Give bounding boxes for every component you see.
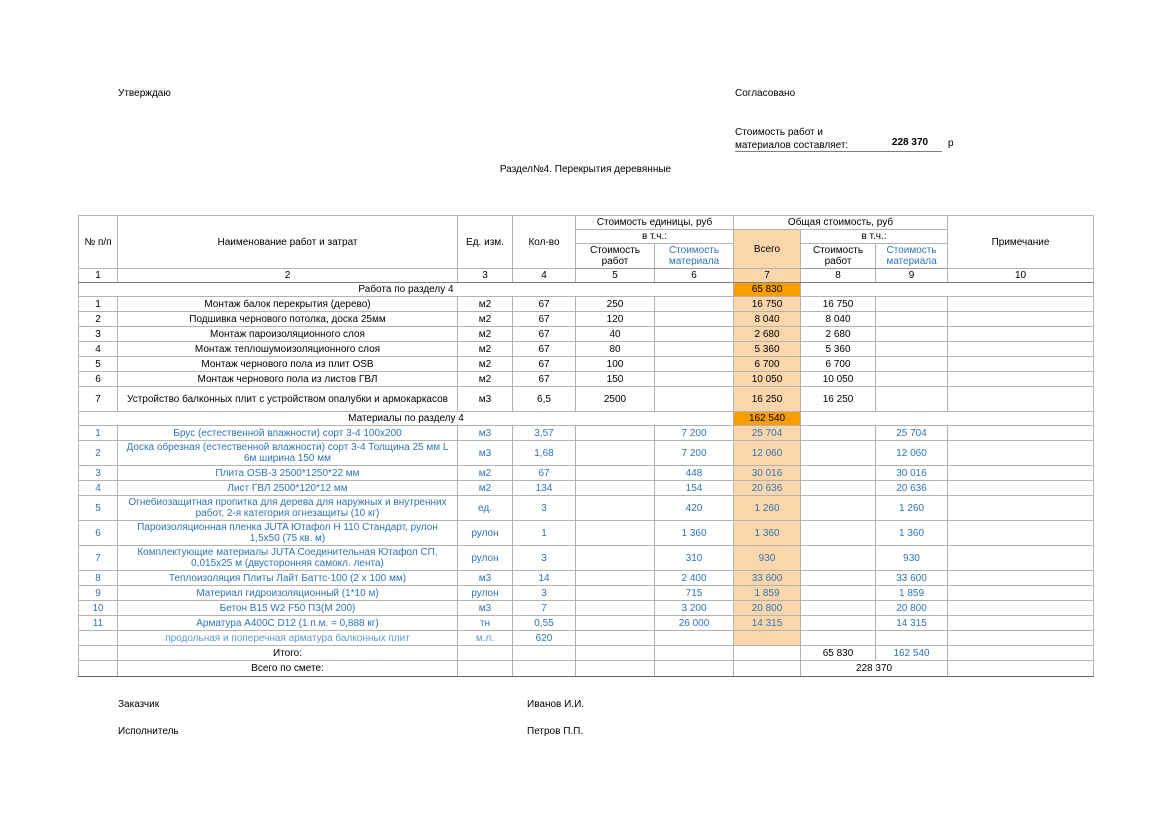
works-section-row <box>79 283 1094 297</box>
note <box>948 571 1094 586</box>
unit: м2 <box>458 297 513 312</box>
material-row <box>79 481 1094 496</box>
total-material: 20 800 <box>876 601 948 616</box>
unit: м3 <box>458 426 513 441</box>
page-title: Раздел№4. Перекрытия деревянные <box>499 164 672 175</box>
row-total: 33 600 <box>734 571 801 586</box>
row-total: 20 636 <box>734 481 801 496</box>
unit-price-material <box>655 646 734 661</box>
itogo-work-total: 65 830 <box>801 646 876 661</box>
unit-price-work <box>576 496 655 521</box>
total-work: 10 050 <box>801 372 876 387</box>
unit-price-material <box>655 661 734 677</box>
row-number: 1 <box>79 297 118 312</box>
row-number: 4 <box>79 481 118 496</box>
quantity: 67 <box>513 297 576 312</box>
total-work: 16 250 <box>801 387 876 412</box>
total-work <box>801 546 876 571</box>
material-name: Пароизоляционная пленка JUTA Ютафол Н 110 Стандарт, рулон 1,5x50 (75 кв. м) <box>118 521 458 546</box>
unit: рулон <box>458 521 513 546</box>
total-material <box>876 387 948 412</box>
unit-price-work <box>576 441 655 466</box>
unit-price-work <box>576 466 655 481</box>
header-material-cost-total: Стоимость материала <box>876 244 948 269</box>
header-total-cost-group: Общая стоимость, руб <box>734 216 948 230</box>
quantity: 67 <box>513 327 576 342</box>
unit: тн <box>458 616 513 631</box>
unit <box>458 661 513 677</box>
unit-price-work <box>576 426 655 441</box>
column-number-row <box>79 269 1094 283</box>
row-total: 14 315 <box>734 616 801 631</box>
unit-price-material: 7 200 <box>655 426 734 441</box>
unit-price-work <box>576 571 655 586</box>
unit-price-work: 150 <box>576 372 655 387</box>
row-total: 6 700 <box>734 357 801 372</box>
material-name: Доска обрезная (естественной влажности) сорт 3-4 Толщина 25 мм L 6м ширина 150 мм <box>118 441 458 466</box>
unit-price-work <box>576 646 655 661</box>
row-number: 2 <box>79 441 118 466</box>
unit: м2 <box>458 372 513 387</box>
header-work-cost-total: Стоимость работ <box>801 244 876 269</box>
row-number: 4 <box>79 342 118 357</box>
total-work: 16 750 <box>801 297 876 312</box>
estimate-table <box>78 215 1094 677</box>
row-number: 3 <box>79 466 118 481</box>
unit <box>458 646 513 661</box>
material-row <box>79 521 1094 546</box>
table-body <box>79 283 1094 677</box>
material-row <box>79 546 1094 571</box>
row-total: 20 800 <box>734 601 801 616</box>
unit: м3 <box>458 601 513 616</box>
quantity: 134 <box>513 481 576 496</box>
row-number: 6 <box>79 372 118 387</box>
quantity: 3 <box>513 496 576 521</box>
unit-price-material: 1 360 <box>655 521 734 546</box>
total-material: 1 360 <box>876 521 948 546</box>
row-number: 1 <box>79 426 118 441</box>
total-material <box>876 342 948 357</box>
quantity: 3 <box>513 586 576 601</box>
unit-price-material: 7 200 <box>655 441 734 466</box>
total-material <box>876 372 948 387</box>
unit: м2 <box>458 342 513 357</box>
material-name: Брус (естественной влажности) сорт 3-4 100x200 <box>118 426 458 441</box>
total-material <box>876 357 948 372</box>
unit-price-work <box>576 661 655 677</box>
work-name: Монтаж теплошумоизоляционного слоя <box>118 342 458 357</box>
unit: м2 <box>458 312 513 327</box>
note <box>948 426 1094 441</box>
unit-price-work <box>576 601 655 616</box>
empty-cell <box>801 412 1094 426</box>
header-name: Наименование работ и затрат <box>118 216 458 269</box>
material-name: Бетон B15 W2 F50 П3(М 200) <box>118 601 458 616</box>
section-total: 65 830 <box>734 283 801 297</box>
total-material <box>876 312 948 327</box>
unit: рулон <box>458 586 513 601</box>
sub-item-name: продольная и поперечная арматура балконных плит <box>118 631 458 646</box>
unit-price-work <box>576 521 655 546</box>
material-row <box>79 496 1094 521</box>
quantity: 67 <box>513 312 576 327</box>
quantity: 67 <box>513 372 576 387</box>
quantity: 67 <box>513 466 576 481</box>
approve-label: Утверждаю <box>118 88 171 99</box>
total-work <box>801 426 876 441</box>
row-total: 1 859 <box>734 586 801 601</box>
unit: ед. <box>458 496 513 521</box>
row-number <box>79 631 118 646</box>
unit-price-work <box>576 586 655 601</box>
row-total: 2 680 <box>734 327 801 342</box>
note <box>948 521 1094 546</box>
total-material <box>876 631 948 646</box>
material-name: Материал гидроизоляционный (1*10 м) <box>118 586 458 601</box>
total-work: 8 040 <box>801 312 876 327</box>
unit-price-material <box>655 387 734 412</box>
unit-price-material <box>655 342 734 357</box>
work-row <box>79 312 1094 327</box>
unit-price-material: 310 <box>655 546 734 571</box>
row-number: 5 <box>79 496 118 521</box>
currency-label: р <box>948 138 954 149</box>
unit-price-material: 154 <box>655 481 734 496</box>
unit-price-work: 120 <box>576 312 655 327</box>
contractor-name: Петров П.П. <box>527 726 584 737</box>
unit-price-work: 100 <box>576 357 655 372</box>
unit-price-material: 420 <box>655 496 734 521</box>
unit: м3 <box>458 387 513 412</box>
section-label: Материалы по разделу 4 <box>79 412 734 426</box>
total-work <box>801 601 876 616</box>
work-row <box>79 342 1094 357</box>
row-total: 30 016 <box>734 466 801 481</box>
row-number: 5 <box>79 357 118 372</box>
work-row <box>79 297 1094 312</box>
col-index: 5 <box>576 269 655 283</box>
row-number: 7 <box>79 387 118 412</box>
header-work-cost-unit: Стоимость работ <box>576 244 655 269</box>
material-row <box>79 441 1094 466</box>
work-row <box>79 372 1094 387</box>
row-total: 12 060 <box>734 441 801 466</box>
unit: м2 <box>458 327 513 342</box>
row-total: 8 040 <box>734 312 801 327</box>
row-number: 9 <box>79 586 118 601</box>
material-name: Огнебиозащитная пропитка для дерева для наружных и внутренних работ, 2-я категория огнезащиты (10 кг) <box>118 496 458 521</box>
note <box>948 342 1094 357</box>
row-total: 25 704 <box>734 426 801 441</box>
unit: м2 <box>458 466 513 481</box>
note <box>948 312 1094 327</box>
work-name: Монтаж пароизоляционного слоя <box>118 327 458 342</box>
material-row <box>79 571 1094 586</box>
total-material: 20 636 <box>876 481 948 496</box>
row-total: 930 <box>734 546 801 571</box>
note <box>948 387 1094 412</box>
note <box>948 441 1094 466</box>
col-index: 4 <box>513 269 576 283</box>
table-header <box>79 216 1094 283</box>
row-number: 3 <box>79 327 118 342</box>
total-material <box>876 297 948 312</box>
row-total <box>734 646 801 661</box>
total-material: 25 704 <box>876 426 948 441</box>
header-material-cost-unit: Стоимость материала <box>655 244 734 269</box>
row-number: 10 <box>79 601 118 616</box>
total-work <box>801 631 876 646</box>
col-index: 6 <box>655 269 734 283</box>
row-number: 8 <box>79 571 118 586</box>
spacer-cell <box>948 661 1094 677</box>
quantity: 7 <box>513 601 576 616</box>
total-material: 12 060 <box>876 441 948 466</box>
row-number: 6 <box>79 521 118 546</box>
row-number: 7 <box>79 546 118 571</box>
spacer-cell <box>79 661 118 677</box>
total-material: 30 016 <box>876 466 948 481</box>
unit-price-work: 250 <box>576 297 655 312</box>
work-name: Монтаж балок перекрытия (дерево) <box>118 297 458 312</box>
quantity: 67 <box>513 357 576 372</box>
header-unit: Ед. изм. <box>458 216 513 269</box>
row-number: 11 <box>79 616 118 631</box>
total-material: 1 859 <box>876 586 948 601</box>
header-incl-left: в т.ч.: <box>576 230 734 244</box>
material-name: Теплоизоляция Плиты Лайт Баттс-100 (2 х 100 мм) <box>118 571 458 586</box>
total-cost-underline <box>735 136 942 152</box>
customer-label: Заказчик <box>118 699 160 710</box>
material-row <box>79 601 1094 616</box>
note <box>948 631 1094 646</box>
cost-note-line2: материалов составляет: <box>735 140 849 151</box>
note <box>948 372 1094 387</box>
work-name: Устройство балконных плит с устройством опалубки и армокаркасов <box>118 387 458 412</box>
unit-price-material: 448 <box>655 466 734 481</box>
quantity: 14 <box>513 571 576 586</box>
itogo-label: Итого: <box>118 646 458 661</box>
total-work <box>801 521 876 546</box>
row-total <box>734 631 801 646</box>
spacer-cell <box>79 646 118 661</box>
unit-price-work <box>576 616 655 631</box>
total-work: 2 680 <box>801 327 876 342</box>
unit-price-work <box>576 481 655 496</box>
unit-price-work <box>576 631 655 646</box>
total-material: 14 315 <box>876 616 948 631</box>
note <box>948 357 1094 372</box>
total-work: 6 700 <box>801 357 876 372</box>
material-name: Комплектующие материалы JUTA Соединительная Ютафол СП, 0,015x25 м (двусторонняя самокл. лента) <box>118 546 458 571</box>
section-label: Работа по разделу 4 <box>79 283 734 297</box>
grand-total-row <box>79 661 1094 677</box>
material-row <box>79 426 1094 441</box>
total-work <box>801 571 876 586</box>
spacer-cell <box>948 646 1094 661</box>
unit-price-material <box>655 357 734 372</box>
quantity: 67 <box>513 342 576 357</box>
col-index: 2 <box>118 269 458 283</box>
work-name: Монтаж чернового пола из листов ГВЛ <box>118 372 458 387</box>
unit: рулон <box>458 546 513 571</box>
note <box>948 327 1094 342</box>
itogo-row <box>79 646 1094 661</box>
agree-label: Согласовано <box>735 88 796 99</box>
material-name: Лист ГВЛ 2500*120*12 мм <box>118 481 458 496</box>
unit-price-material: 2 400 <box>655 571 734 586</box>
grand-total-value: 228 370 <box>801 661 948 677</box>
note <box>948 616 1094 631</box>
material-sub-row <box>79 631 1094 646</box>
grand-total-label: Всего по смете: <box>118 661 458 677</box>
work-row <box>79 327 1094 342</box>
row-total: 16 250 <box>734 387 801 412</box>
quantity: 1 <box>513 521 576 546</box>
quantity: 0,55 <box>513 616 576 631</box>
contractor-label: Исполнитель <box>118 726 179 737</box>
header-qty: Кол-во <box>513 216 576 269</box>
row-total <box>734 661 801 677</box>
quantity <box>513 646 576 661</box>
itogo-material-total: 162 540 <box>876 646 948 661</box>
unit-price-work: 40 <box>576 327 655 342</box>
customer-name: Иванов И.И. <box>527 699 585 710</box>
note <box>948 481 1094 496</box>
note <box>948 297 1094 312</box>
material-name: Плита OSB-3 2500*1250*22 мм <box>118 466 458 481</box>
unit-price-material <box>655 312 734 327</box>
row-number: 2 <box>79 312 118 327</box>
row-total: 5 360 <box>734 342 801 357</box>
unit-price-material: 715 <box>655 586 734 601</box>
unit-price-material <box>655 372 734 387</box>
total-material: 33 600 <box>876 571 948 586</box>
note <box>948 586 1094 601</box>
col-index: 9 <box>876 269 948 283</box>
row-total: 1 260 <box>734 496 801 521</box>
section-total: 162 540 <box>734 412 801 426</box>
unit-price-work: 80 <box>576 342 655 357</box>
col-index: 1 <box>79 269 118 283</box>
unit: м3 <box>458 571 513 586</box>
unit-price-work <box>576 546 655 571</box>
quantity: 620 <box>513 631 576 646</box>
work-name: Монтаж чернового пола из плит OSB <box>118 357 458 372</box>
note <box>948 496 1094 521</box>
total-work <box>801 466 876 481</box>
note <box>948 466 1094 481</box>
material-row <box>79 586 1094 601</box>
unit: м3 <box>458 441 513 466</box>
empty-cell <box>801 283 1094 297</box>
total-cost-value: 228 370 <box>891 137 929 148</box>
row-total: 16 750 <box>734 297 801 312</box>
unit-price-material: 3 200 <box>655 601 734 616</box>
note <box>948 546 1094 571</box>
unit-price-material: 26 000 <box>655 616 734 631</box>
header-unit-cost-group: Стоимость единицы, руб <box>576 216 734 230</box>
total-material <box>876 327 948 342</box>
total-work <box>801 616 876 631</box>
total-material: 1 260 <box>876 496 948 521</box>
header-num: № п/п <box>79 216 118 269</box>
quantity: 3 <box>513 546 576 571</box>
work-row <box>79 357 1094 372</box>
col-index: 7 <box>734 269 801 283</box>
unit: м2 <box>458 481 513 496</box>
total-work <box>801 481 876 496</box>
col-index: 10 <box>948 269 1094 283</box>
col-index: 3 <box>458 269 513 283</box>
unit-price-material <box>655 327 734 342</box>
row-total: 1 360 <box>734 521 801 546</box>
unit: м2 <box>458 357 513 372</box>
col-index: 8 <box>801 269 876 283</box>
total-work: 5 360 <box>801 342 876 357</box>
material-row <box>79 616 1094 631</box>
work-row <box>79 387 1094 412</box>
total-work <box>801 496 876 521</box>
unit: м.л. <box>458 631 513 646</box>
work-name: Подшивка чернового потолка, доска 25мм <box>118 312 458 327</box>
unit-price-material <box>655 631 734 646</box>
materials-section-row <box>79 412 1094 426</box>
total-work <box>801 586 876 601</box>
row-total: 10 050 <box>734 372 801 387</box>
cost-note-line1: Стоимость работ и <box>735 127 823 138</box>
total-material: 930 <box>876 546 948 571</box>
note <box>948 601 1094 616</box>
unit-price-work: 2500 <box>576 387 655 412</box>
quantity: 1,68 <box>513 441 576 466</box>
quantity: 6,5 <box>513 387 576 412</box>
material-name: Арматура А400С D12 (1 п.м. = 0,888 кг) <box>118 616 458 631</box>
header-incl-right: в т.ч.: <box>801 230 948 244</box>
material-row <box>79 466 1094 481</box>
header-note: Примечание <box>948 216 1094 269</box>
quantity: 3,57 <box>513 426 576 441</box>
quantity <box>513 661 576 677</box>
header-total: Всего <box>734 230 801 269</box>
total-work <box>801 441 876 466</box>
unit-price-material <box>655 297 734 312</box>
